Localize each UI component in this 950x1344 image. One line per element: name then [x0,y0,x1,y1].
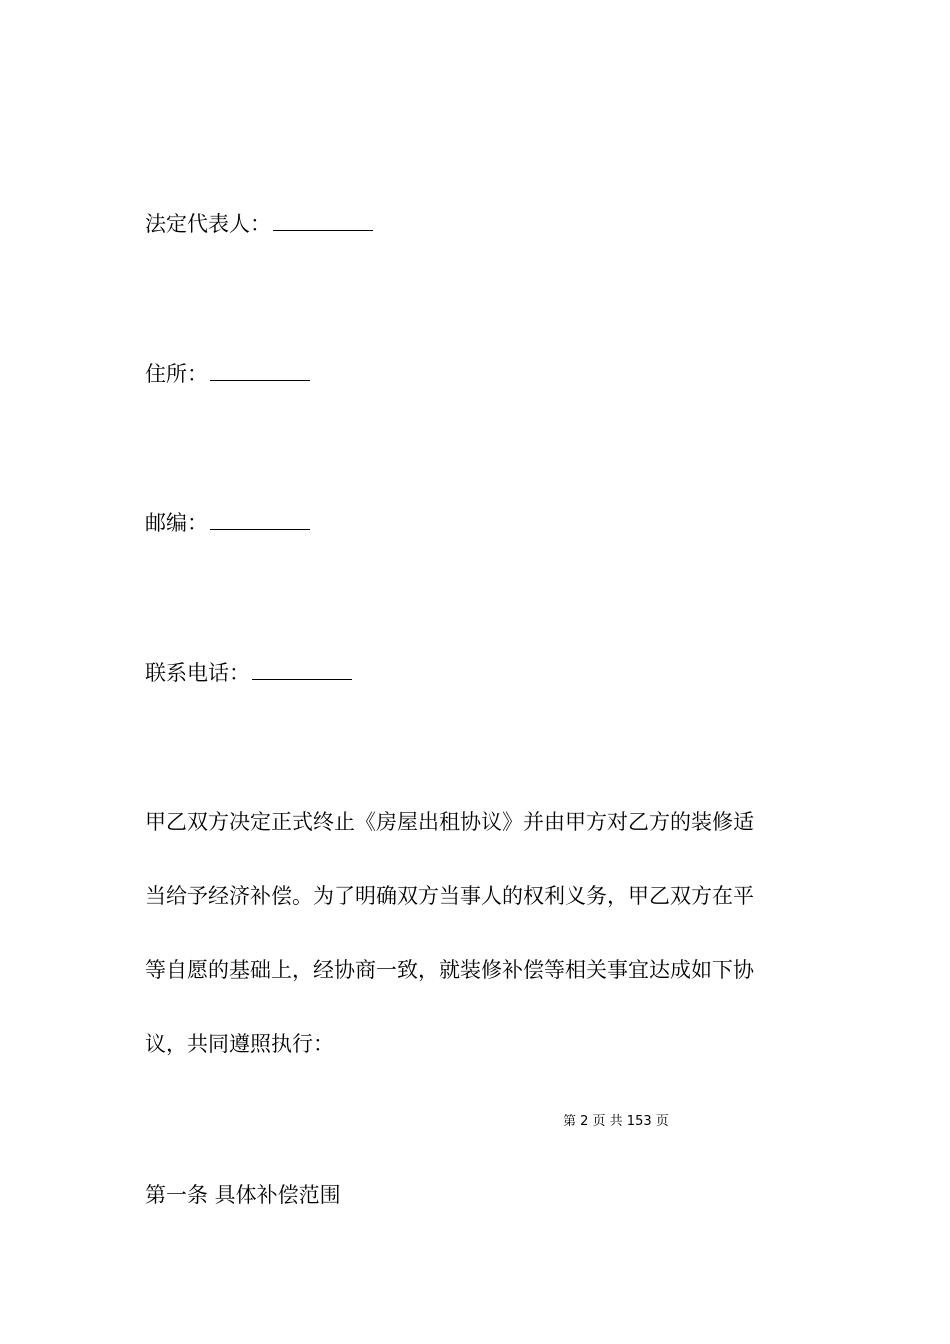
phone-label: 联系电话： [145,661,250,685]
address-field [145,358,310,389]
paragraph-line: 甲乙双方决定正式终止《房屋出租协议》并由甲方对乙方的装修适 [145,810,754,834]
postcode-blank [210,507,310,530]
paragraph-line: 议，共同遵照执行： [145,1032,334,1056]
paragraph-line: 当给予经济补偿。为了明确双方当事人的权利义务，甲乙双方在平 [145,884,754,908]
address-label: 住所： [145,362,208,386]
phone-field [145,657,352,688]
postcode-label: 邮编： [145,511,208,535]
legal-representative-field [145,208,373,239]
legal-representative-label: 法定代表人： [145,212,271,236]
paragraph-line: 等自愿的基础上，经协商一致，就装修补偿等相关事宜达成如下协 [145,958,754,982]
postcode-field [145,507,310,538]
page-number: 第 2 页 共 153 页 [563,1114,669,1129]
legal-representative-blank [273,208,373,231]
address-blank [210,358,310,381]
phone-blank [252,657,352,680]
article-heading: 第一条 具体补偿范围 [145,1183,341,1207]
